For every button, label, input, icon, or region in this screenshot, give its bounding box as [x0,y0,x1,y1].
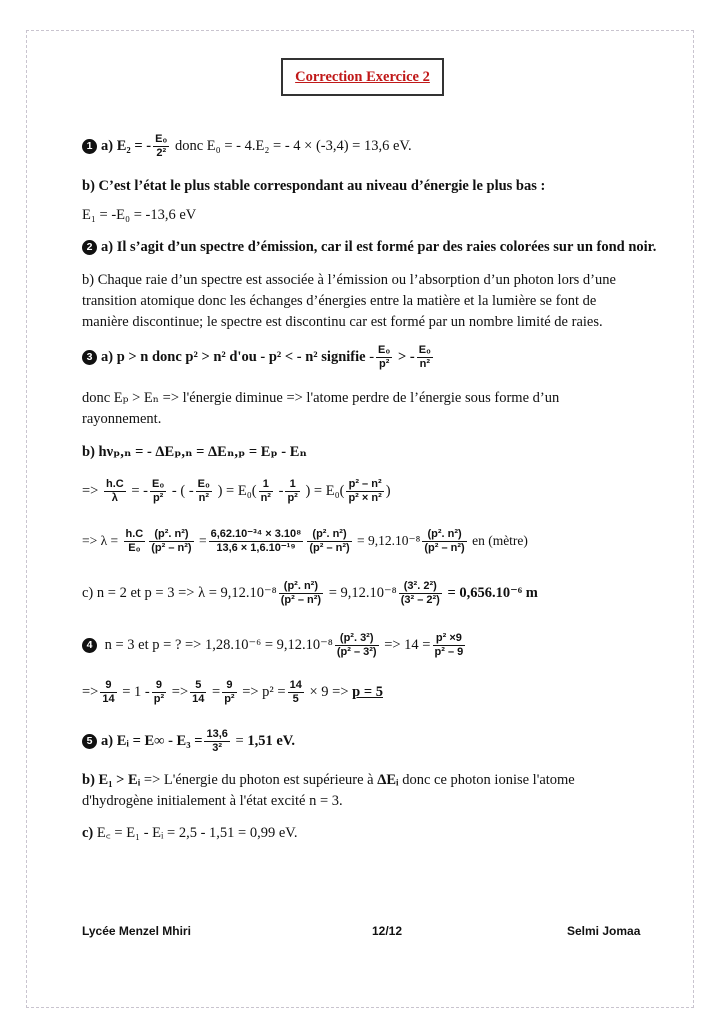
q3-c-line: c) n = 2 et p = 3 => λ = 9,12.10⁻⁸ $\frac{\text{(p². n²)}}{\text{(p² – n²)}}$ = 9,12.10⁻⁸ $\frac{\text{(3². 2²)}}{\text{(3² – 2²)}}$ = 0,656.10⁻⁶ m [82,580,538,607]
q2-a-line: 2 a) Il s’agit d’un spectre d’émission, car il est formé par des raies colorées sur un fond noir. [82,238,656,256]
question-number-5: 5 [82,734,97,749]
footer-school: Lycée Menzel Mhiri [82,924,191,938]
page-title: Correction Exercice 2 [281,58,444,96]
question-number-3: 3 [82,350,97,365]
q4-line1: 4 n = 3 et p = ? => 1,28.10⁻⁶ = 9,12.10⁻⁸ $\frac{\text{(p². 3²)}}{\text{(p² – 3²)}}$ => 14 = $\frac{\text{p² ×9}}{\text{p² – 9}}$ [82,632,467,659]
q3-a-line: 3 a) p > n donc p² > n² d'ou - p² < - n² signifie - $\frac{\text{E₀}}{\text{p²}}$ > - $\frac{\text{E₀}}{\text{n²}}$ [82,344,435,371]
q1-b-equation: E₁ = -E₀ = -13,6 eV [82,207,197,223]
q5-b-line: b) E₁ > Eᵢ => L'énergie du photon est supérieure à ΔEᵢ donc ce photon ionise l'atome [82,772,575,788]
q3-b-line: b) hνₚ,ₙ = - ΔEₚ,ₙ = ΔEₙ,ₚ = Eₚ - Eₙ [82,444,307,460]
question-number-4: 4 [82,638,97,653]
footer-page-number: 12/12 [372,924,403,938]
q3-b-equation1: => $\frac{h.C}{\lambda}$ = - $\frac{\text{E₀}}{\text{p²}}$ - ( - $\frac{\text{E₀}}{\text{n²}}$ ) = E₀( $\frac{1}{\text{n²}}$ - $\frac{1}{\text{p²}}$ ) = E₀( $\frac{\text{p² – n²}}{\text{p² × n²}}$ ) [82,478,391,505]
footer-author: Selmi Jomaa [567,924,641,938]
q1-b-line: b) C’est l’état le plus stable correspondant au niveau d’énergie le plus bas : [82,178,546,194]
question-number-2: 2 [82,240,97,255]
q5-c-line: c) E꜀ = E₁ - Eᵢ = 2,5 - 1,51 = 0,99 eV. [82,825,298,841]
q1-a-line: 1 a) E₂ = - $\frac{\text{E₀}}{\text{2²}}$ donc E₀ = - 4.E₂ = - 4 × (-3,4) = 13,6 eV. [82,133,412,160]
q4-answer: p = 5 [352,684,383,701]
question-number-1: 1 [82,139,97,154]
q5-a-line: 5 a) Eᵢ = E∞ - E₃ = $\frac{13,6}{\text{3²}}$ = 1,51 eV. [82,728,295,755]
q3-a-line2: donc Eₚ > Eₙ => l'énergie diminue => l'atome perdre de l’énergie sous forme d’un [82,390,560,406]
q4-line2: => $\frac{9}{14}$ = 1 - $\frac{9}{\text{p²}}$ => $\frac{5}{14}$ = $\frac{9}{\text{p²}}$ => p² = $\frac{14}{5}$ × 9 => p = 5 [82,679,383,706]
q3-a-line3: rayonnement. [82,411,162,427]
q2-b-paragraph: b) Chaque raie d’un spectre est associée à l’émission ou l’absorption d’un photon lors d’une transition atomique donc les échanges d’énergies entre la matière et la lumière se font de manière discontinue; le spectre est discontinu car est formé par un nombre limité de raies. [82,272,616,330]
q3-b-equation2: => λ = $\frac{h.C}{\text{E₀}}$ $\frac{\text{(p². n²)}}{\text{(p² – n²)}}$ = $\frac{\text{6,62.10⁻³⁴ × 3.10⁸}}{\text{13,6 × 1,6.10⁻¹⁹}}$ $\frac{\text{(p². n²)}}{\text{(p² – n²)}}$ = 9,12.10⁻⁸ $\frac{\text{(p². n²)}}{\text{(p² – n²)}}$ en (mètre) [82,528,528,555]
q5-b-line2: d'hydrogène initialement à l'état excité n = 3. [82,793,343,809]
